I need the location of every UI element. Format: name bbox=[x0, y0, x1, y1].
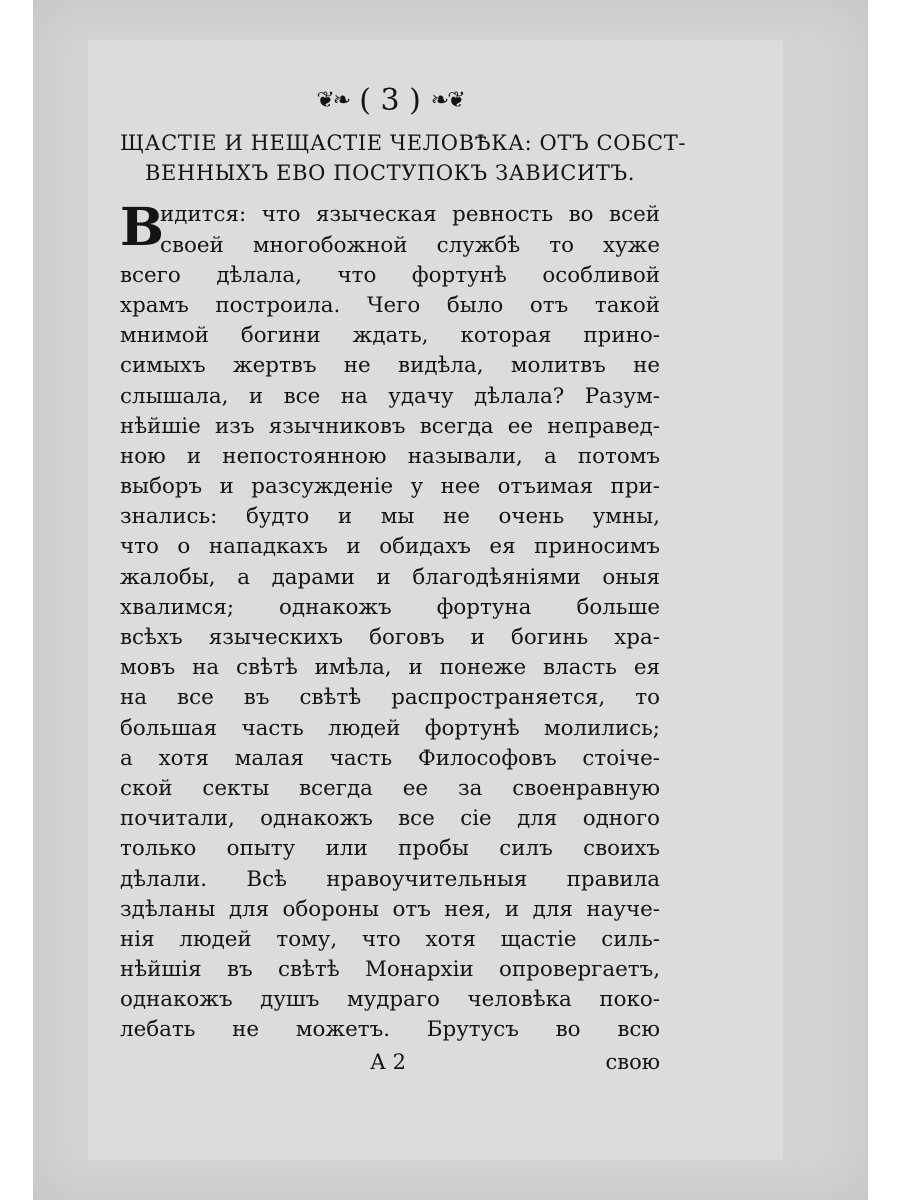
drop-cap: В bbox=[120, 197, 164, 259]
text-line: ною и непостоянною называли, а потомъ bbox=[120, 443, 660, 469]
text-line: нѣйшія въ свѣтѣ Монархіи опровергаетъ, bbox=[120, 957, 660, 983]
text-line: что о нападкахъ и обидахъ ея приносимъ bbox=[120, 534, 660, 560]
text-line: нѣйшіе изъ язычниковъ всегда ее неправед- bbox=[120, 413, 660, 439]
text-line: знались: будто и мы не очень умны, bbox=[120, 504, 660, 530]
text-line: здѣланы для обороны отъ нея, и для науче- bbox=[120, 896, 660, 922]
body-text bbox=[120, 197, 660, 1045]
text-line: мовъ на свѣтѣ имѣла, и понеже власть ея bbox=[120, 655, 660, 681]
text-line: симыхъ жертвъ не видѣла, молитвъ не bbox=[120, 353, 660, 379]
ornament-right-icon: ❧❦ bbox=[430, 87, 464, 113]
text-line: лебать не можетъ. Брутусъ во всю bbox=[120, 1017, 660, 1043]
text-line: большая часть людей фортунѣ молились; bbox=[120, 715, 660, 741]
chapter-title bbox=[120, 130, 687, 190]
page-footer bbox=[120, 1050, 660, 1082]
page-number: ( 3 ) bbox=[359, 82, 421, 118]
text-line: всѣхъ языческихъ боговъ и богинь хра- bbox=[120, 625, 660, 650]
catchword: свою bbox=[605, 1049, 660, 1074]
text-line: на все въ свѣтѣ распространяется, то bbox=[120, 685, 660, 711]
text-line: выборъ и разсужденіе у нее отъимая при- bbox=[120, 474, 660, 500]
ornament-left-icon: ❦❧ bbox=[316, 87, 350, 113]
text-line: храмъ построила. Чего было отъ такой bbox=[120, 292, 660, 318]
text-line: нія людей тому, что хотя щастіе силь- bbox=[120, 926, 660, 952]
text-block bbox=[120, 78, 687, 1082]
text-line: ской секты всегда ее за своенравную bbox=[120, 775, 660, 801]
text-line: мнимой богини ждать, которая прино- bbox=[120, 323, 660, 349]
text-line: всего дѣлала, что фортунѣ особливой bbox=[120, 262, 660, 288]
text-line: своей многобожной службѣ то хуже bbox=[160, 232, 660, 258]
title-line: ЩАСТІЕ И НЕЩАСТІЕ ЧЕЛОВѢКА: ОТЪ СОБСТ- bbox=[120, 131, 687, 155]
signature-mark: А 2 bbox=[370, 1049, 406, 1074]
text-line-content: идится: что языческая ревность во всей bbox=[160, 202, 660, 228]
text-line: дѣлали. Всѣ нравоучительныя правила bbox=[120, 866, 660, 892]
text-line: а хотя малая часть Философовъ стоіче- bbox=[120, 745, 660, 771]
text-line: однакожъ душъ мудраго человѣка поко- bbox=[120, 987, 660, 1013]
text-line: жалобы, а дарами и благодѣяніями оныя bbox=[120, 564, 660, 590]
title-line: ВЕННЫХЪ ЕВО ПОСТУПОКЪ ЗАВИСИТЪ. bbox=[144, 161, 635, 186]
page-header bbox=[120, 78, 660, 122]
text-line: слышала, и все на удачу дѣлала? Разум- bbox=[120, 383, 660, 409]
text-line: почитали, однакожъ все сіе для одного bbox=[120, 806, 660, 832]
text-line: только опыту или пробы силъ своихъ bbox=[120, 836, 660, 862]
text-line: хвалимся; однакожъ фортуна больше bbox=[120, 594, 660, 620]
